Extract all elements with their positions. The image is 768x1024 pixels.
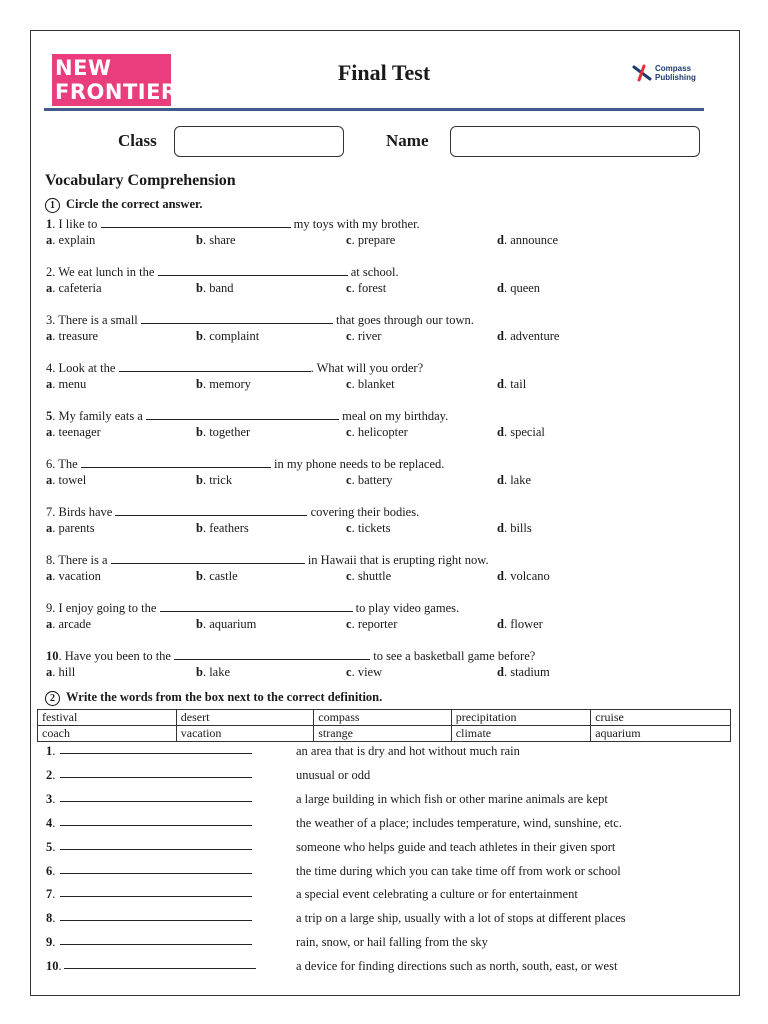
answer-option-d[interactable]: d. adventure [497,329,560,343]
answer-option-a[interactable]: a. treasure [46,329,99,343]
answer-option-a[interactable]: a. explain [46,233,96,247]
option-row [46,376,736,392]
question-item [46,312,736,344]
part2-instruction [45,690,382,706]
definition-number: 2. [46,767,56,782]
option-row [46,520,736,536]
answer-option-b[interactable]: b. lake [196,665,231,679]
answer-option-b[interactable]: b. band [196,281,234,295]
answer-option-a[interactable]: a. parents [46,521,95,535]
question-item [46,600,736,632]
definition-answer-blank[interactable] [60,753,252,754]
answer-option-c[interactable]: c. helicopter [346,425,408,439]
definition-text: someone who helps guide and teach athletes in their given sport [296,839,616,854]
answer-option-b[interactable]: b. share [196,233,236,247]
definition-number: 9. [46,935,56,950]
answer-option-c[interactable]: c. forest [346,281,387,295]
definition-text: a large building in which fish or other marine animals are kept [296,791,608,806]
answer-blank[interactable] [158,265,348,276]
answer-option-d[interactable]: d. special [497,425,545,439]
question-number: 4 [46,361,53,375]
answer-option-a[interactable]: a. towel [46,473,87,487]
word-box-cell: vacation [176,726,313,742]
definition-text: the time during which you can take time off from work or school [296,863,621,878]
word-box-cell: cruise [591,710,731,726]
question-number: 3 [46,313,53,327]
answer-option-a[interactable]: a. hill [46,665,76,679]
answer-option-d[interactable]: d. bills [497,521,532,535]
question-number: 1 [46,217,53,231]
word-box-cell: climate [451,726,590,742]
answer-option-a[interactable]: a. vacation [46,569,101,583]
answer-option-c[interactable]: c. river [346,329,382,343]
definition-item [46,958,736,974]
definition-answer-blank[interactable] [60,825,252,826]
definition-answer-blank[interactable] [60,896,252,897]
question-stem: 9. I enjoy going to the to play video games. [46,601,460,615]
publisher-line-1: Compass [655,64,692,73]
definition-answer-blank[interactable] [60,920,252,921]
definition-number: 3. [46,791,56,806]
word-box-cell: precipitation [451,710,590,726]
answer-option-b[interactable]: b. memory [196,377,251,391]
question-stem: 5. My family eats a meal on my birthday. [46,409,449,423]
word-box-row [38,710,731,726]
part1-instruction [45,197,203,213]
logo-line-1: NEW [55,56,112,80]
name-label: Name [386,131,429,150]
part2-instruction-text: Write the words from the box next to the correct definition. [66,690,383,704]
definition-text: a trip on a large ship, usually with a lot of stops at different places [296,911,626,926]
answer-option-b[interactable]: b. castle [196,569,238,583]
definition-answer-blank[interactable] [60,873,252,874]
section-title: Vocabulary Comprehension [45,172,236,189]
definition-item [46,910,736,926]
definition-answer-blank[interactable] [64,968,256,969]
answer-option-a[interactable]: a. arcade [46,617,92,631]
definition-answer-blank[interactable] [60,777,252,778]
answer-option-b[interactable]: b. together [196,425,251,439]
question-number: 6 [46,457,53,471]
question-number: 2 [46,265,53,279]
part1-number: 1 [45,198,60,213]
answer-blank[interactable] [174,649,370,660]
answer-option-d[interactable]: d. queen [497,281,541,295]
option-row [46,280,736,296]
answer-blank[interactable] [101,217,291,228]
option-row [46,568,736,584]
answer-blank[interactable] [160,601,353,612]
question-item [46,648,736,680]
answer-option-c[interactable]: c. reporter [346,617,398,631]
definition-text: an area that is dry and hot without much rain [296,744,520,758]
question-item [46,360,736,392]
word-box-cell: desert [176,710,313,726]
answer-option-a[interactable]: a. cafeteria [46,281,102,295]
question-stem: 1. I like to my toys with my brother. [46,217,420,231]
answer-option-d[interactable]: d. flower [497,617,543,631]
question-stem: 4. Look at the . What will you order? [46,361,424,375]
answer-option-b[interactable]: b. feathers [196,521,249,535]
part2-number: 2 [45,691,60,706]
definition-item [46,863,736,879]
definition-text: unusual or odd [296,767,371,782]
option-row [46,328,736,344]
word-box-cell: compass [314,710,452,726]
definition-number: 4. [46,815,56,830]
definition-number: 6. [46,863,56,878]
question-stem: 2. We eat lunch in the at school. [46,265,399,279]
answer-option-c[interactable]: c. view [346,665,383,679]
definition-item [46,839,736,855]
answer-option-d[interactable]: d. stadium [497,665,550,679]
option-row [46,616,736,632]
definition-text: a device for finding directions such as north, south, east, or west [296,959,618,974]
answer-option-a[interactable]: a. menu [46,377,87,391]
definition-item [46,767,736,783]
definition-number: 10. [46,959,62,974]
answer-blank[interactable] [115,505,307,516]
definition-item [46,815,736,831]
part1-instruction-text: Circle the correct answer. [66,197,203,211]
answer-option-c[interactable]: c. tickets [346,521,391,535]
answer-option-a[interactable]: a. teenager [46,425,101,439]
question-item [46,504,736,536]
question-stem: 6. The in my phone needs to be replaced. [46,457,445,471]
word-box-cell: aquarium [591,726,731,742]
question-number: 8 [46,553,53,567]
word-box-cell: coach [38,726,177,742]
compass-publishing-logo [632,64,696,82]
question-item [46,552,736,584]
option-row [46,472,736,488]
answer-option-c[interactable]: c. battery [346,473,393,487]
question-number: 9 [46,601,53,615]
compass-icon [632,64,652,82]
answer-option-b[interactable]: b. complaint [196,329,260,343]
answer-option-d[interactable]: d. announce [497,233,559,247]
definition-text: a special event celebrating a culture or for entertainment [296,887,578,902]
option-row [46,232,736,248]
option-row [46,664,736,680]
question-number: 10 [46,649,59,663]
answer-option-b[interactable]: b. aquarium [196,617,257,631]
answer-option-c[interactable]: c. prepare [346,233,396,247]
word-box-row [38,726,731,742]
question-item [46,264,736,296]
question-item [46,456,736,488]
answer-blank[interactable] [81,457,271,468]
definition-number: 1. [46,744,56,758]
definition-number: 5. [46,839,56,854]
question-stem: 3. There is a small that goes through our town. [46,313,474,327]
answer-blank[interactable] [119,361,311,372]
definition-item [46,934,736,950]
word-box-cell: festival [38,710,177,726]
question-stem: 10. Have you been to the to see a basketball game before? [46,649,536,663]
definition-item [46,791,736,807]
question-stem: 7. Birds have covering their bodies. [46,505,420,519]
logo-line-2: FRONTIERS [55,80,194,104]
definition-item [46,886,736,902]
name-field[interactable] [450,126,700,157]
question-item [46,408,736,440]
question-item [46,216,736,248]
page-title: Final Test [337,60,431,85]
class-field[interactable] [174,126,344,157]
class-label: Class [118,131,157,150]
question-number: 7 [46,505,53,519]
definition-text: rain, snow, or hail falling from the sky [296,935,488,950]
answer-blank[interactable] [146,409,339,420]
definition-item [46,743,736,759]
question-stem: 8. There is a in Hawaii that is erupting right now. [46,553,489,567]
definition-text: the weather of a place; includes temperature, wind, sunshine, etc. [296,815,622,830]
publisher-line-2: Publishing [655,73,696,82]
answer-option-c[interactable]: c. blanket [346,377,395,391]
definition-answer-blank[interactable] [60,849,252,850]
answer-option-b[interactable]: b. trick [196,473,233,487]
option-row [46,424,736,440]
definition-number: 7. [46,887,56,902]
answer-option-d[interactable]: d. tail [497,377,527,391]
answer-blank[interactable] [141,313,333,324]
definition-answer-blank[interactable] [60,944,252,945]
answer-blank[interactable] [111,553,305,564]
definition-number: 8. [46,911,56,926]
word-box-cell: strange [314,726,452,742]
definition-answer-blank[interactable] [60,801,252,802]
answer-option-d[interactable]: d. volcano [497,569,550,583]
header-rule [44,108,704,111]
answer-option-c[interactable]: c. shuttle [346,569,392,583]
word-box [37,709,731,742]
question-number: 5 [46,409,53,423]
answer-option-d[interactable]: d. lake [497,473,532,487]
